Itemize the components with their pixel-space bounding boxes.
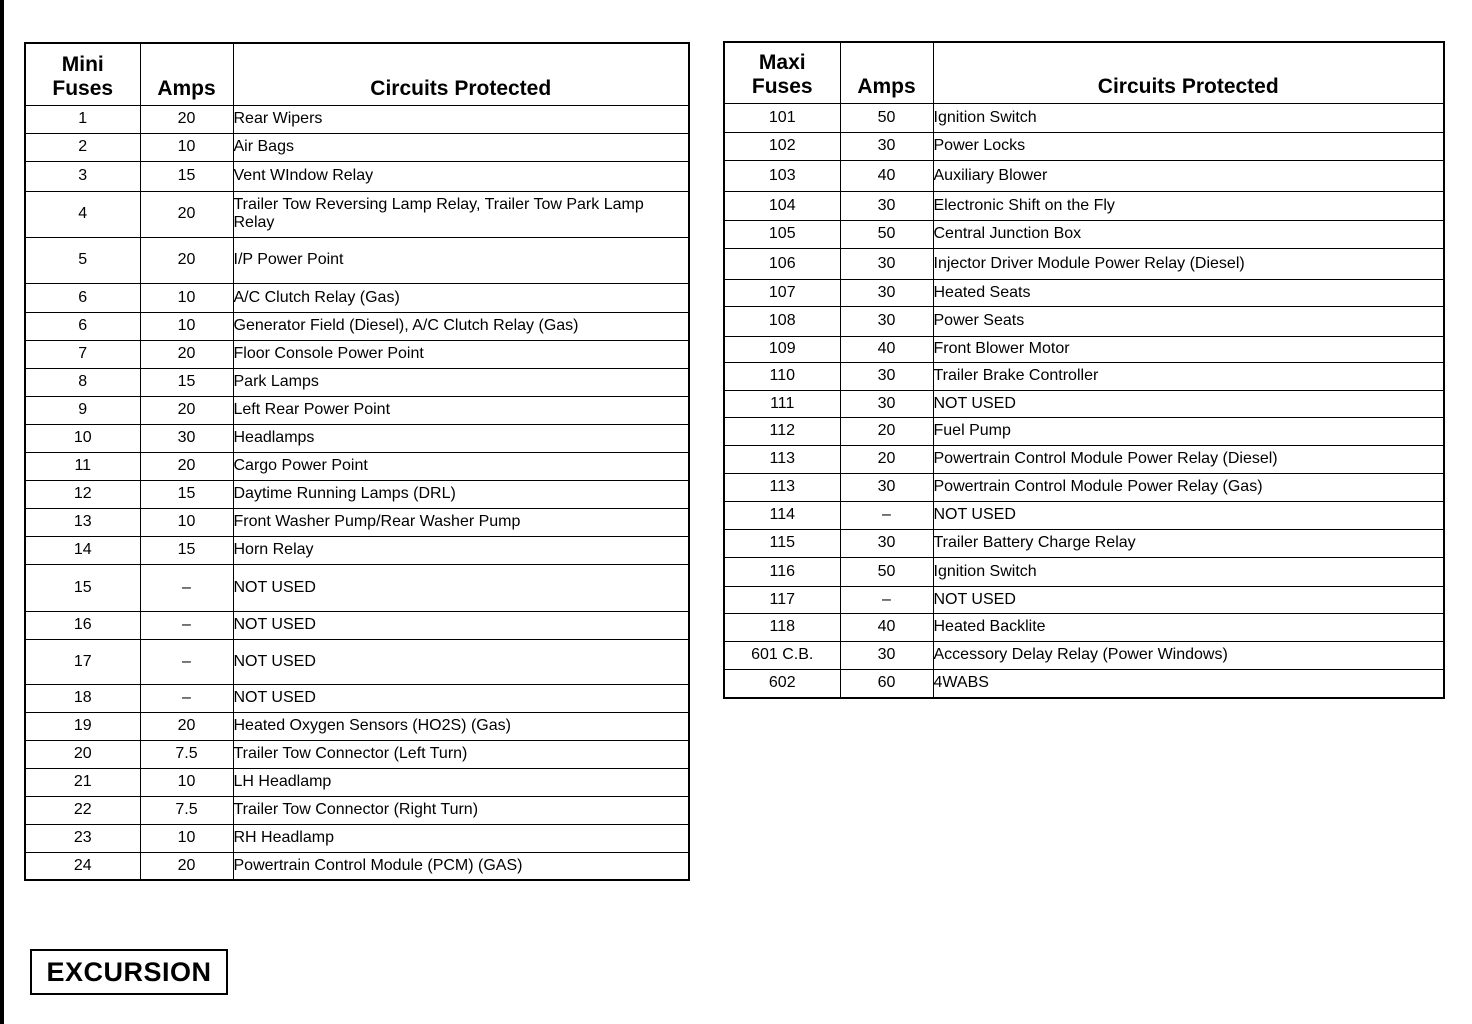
col-header-circuits: Circuits Protected: [933, 42, 1444, 103]
table-row: [25, 424, 689, 452]
circuit-cell: Powertrain Control Module Power Relay (Gas): [933, 473, 1444, 501]
table-row: [25, 480, 689, 508]
fuse-number-cell: 19: [25, 712, 140, 740]
fuse-number-cell: 118: [724, 613, 840, 641]
amps-cell: –: [140, 611, 233, 639]
fuse-number-cell: 111: [724, 390, 840, 417]
amps-cell: 10: [140, 283, 233, 312]
table-row: [25, 368, 689, 396]
table-row: [724, 529, 1444, 557]
amps-cell: 20: [840, 417, 933, 445]
amps-cell: 30: [840, 191, 933, 220]
header-line: Maxi: [758, 50, 806, 74]
circuit-cell: NOT USED: [933, 390, 1444, 417]
amps-cell: 30: [840, 279, 933, 306]
amps-cell: 30: [840, 132, 933, 160]
amps-cell: 50: [840, 220, 933, 248]
amps-cell: 40: [840, 613, 933, 641]
table-row: [25, 768, 689, 796]
amps-cell: –: [140, 684, 233, 712]
circuit-cell: RH Headlamp: [233, 824, 689, 852]
amps-cell: 30: [840, 362, 933, 390]
table-row: [724, 445, 1444, 473]
circuit-cell: LH Headlamp: [233, 768, 689, 796]
fuse-number-cell: 3: [25, 161, 140, 191]
table-row: [25, 684, 689, 712]
header-line: Fuses: [751, 74, 813, 98]
table-row: [724, 557, 1444, 586]
circuit-cell: Powertrain Control Module Power Relay (Diesel): [933, 445, 1444, 473]
circuit-cell: Rear Wipers: [233, 105, 689, 133]
amps-cell: 30: [840, 306, 933, 336]
table-row: [724, 417, 1444, 445]
circuit-cell: Horn Relay: [233, 536, 689, 564]
header-line: Mini: [61, 52, 104, 76]
circuit-cell: Generator Field (Diesel), A/C Clutch Relay (Gas): [233, 312, 689, 340]
table-row: [25, 340, 689, 368]
circuit-cell: Park Lamps: [233, 368, 689, 396]
fuse-number-cell: 5: [25, 237, 140, 283]
fuse-number-cell: 23: [25, 824, 140, 852]
amps-cell: 15: [140, 161, 233, 191]
table-row: [724, 669, 1444, 698]
amps-cell: 30: [840, 390, 933, 417]
table-row: [25, 536, 689, 564]
circuit-cell: Front Blower Motor: [933, 336, 1444, 362]
circuit-cell: Accessory Delay Relay (Power Windows): [933, 641, 1444, 669]
circuit-cell: Central Junction Box: [933, 220, 1444, 248]
fuse-number-cell: 21: [25, 768, 140, 796]
fuse-number-cell: 104: [724, 191, 840, 220]
circuit-cell: Trailer Tow Connector (Right Turn): [233, 796, 689, 824]
table-row: [25, 452, 689, 480]
circuit-cell: NOT USED: [233, 639, 689, 684]
circuit-cell: Daytime Running Lamps (DRL): [233, 480, 689, 508]
fuse-number-cell: 15: [25, 564, 140, 611]
amps-cell: 15: [140, 480, 233, 508]
amps-cell: 30: [140, 424, 233, 452]
amps-cell: 20: [140, 105, 233, 133]
col-header-mini-fuses: [25, 43, 140, 105]
circuit-cell: Air Bags: [233, 133, 689, 161]
amps-cell: 60: [840, 669, 933, 698]
fuse-number-cell: 10: [25, 424, 140, 452]
fuse-number-cell: 101: [724, 103, 840, 132]
circuit-cell: NOT USED: [233, 611, 689, 639]
amps-cell: 20: [140, 191, 233, 237]
amps-cell: 20: [140, 340, 233, 368]
amps-cell: 10: [140, 768, 233, 796]
amps-cell: 40: [840, 160, 933, 191]
table-row: [25, 852, 689, 880]
table-row: [25, 824, 689, 852]
fuse-number-cell: 22: [25, 796, 140, 824]
page-edge-bar: [0, 0, 4, 1024]
circuit-cell: Powertrain Control Module (PCM) (GAS): [233, 852, 689, 880]
circuit-cell: Heated Oxygen Sensors (HO2S) (Gas): [233, 712, 689, 740]
amps-cell: 20: [140, 852, 233, 880]
amps-cell: 10: [140, 133, 233, 161]
circuit-cell: Auxiliary Blower: [933, 160, 1444, 191]
circuit-cell: NOT USED: [933, 501, 1444, 529]
amps-cell: 30: [840, 248, 933, 279]
table-row: [25, 133, 689, 161]
table-row: [724, 191, 1444, 220]
circuit-cell: Front Washer Pump/Rear Washer Pump: [233, 508, 689, 536]
fuse-number-cell: 7: [25, 340, 140, 368]
circuit-cell: Ignition Switch: [933, 103, 1444, 132]
amps-cell: 50: [840, 557, 933, 586]
fuse-number-cell: 13: [25, 508, 140, 536]
amps-cell: 30: [840, 473, 933, 501]
amps-cell: 10: [140, 824, 233, 852]
header-row: [724, 42, 1444, 103]
table-row: [724, 501, 1444, 529]
amps-cell: 20: [140, 396, 233, 424]
circuit-cell: Heated Seats: [933, 279, 1444, 306]
fuse-number-cell: 602: [724, 669, 840, 698]
fuse-number-cell: 9: [25, 396, 140, 424]
amps-cell: –: [140, 564, 233, 611]
table-row: [25, 396, 689, 424]
table-row: [25, 283, 689, 312]
circuit-cell: Headlamps: [233, 424, 689, 452]
fuse-number-cell: 16: [25, 611, 140, 639]
amps-cell: –: [840, 586, 933, 613]
table-row: [25, 161, 689, 191]
table-row: [724, 160, 1444, 191]
maxi-fuses-table: [723, 41, 1445, 699]
amps-cell: 15: [140, 536, 233, 564]
col-header-circuits: Circuits Protected: [233, 43, 689, 105]
fuse-number-cell: 102: [724, 132, 840, 160]
amps-cell: 10: [140, 312, 233, 340]
circuit-cell: Ignition Switch: [933, 557, 1444, 586]
amps-cell: 50: [840, 103, 933, 132]
circuit-cell: Vent WIndow Relay: [233, 161, 689, 191]
circuit-cell: A/C Clutch Relay (Gas): [233, 283, 689, 312]
circuit-cell: Injector Driver Module Power Relay (Diesel): [933, 248, 1444, 279]
amps-cell: 30: [840, 529, 933, 557]
circuit-cell: Power Locks: [933, 132, 1444, 160]
table-row: [724, 473, 1444, 501]
amps-cell: 7.5: [140, 740, 233, 768]
amps-cell: –: [840, 501, 933, 529]
fuse-number-cell: 6: [25, 312, 140, 340]
fuse-number-cell: 20: [25, 740, 140, 768]
fuse-number-cell: 8: [25, 368, 140, 396]
fuse-number-cell: 11: [25, 452, 140, 480]
fuse-number-cell: 2: [25, 133, 140, 161]
table-row: [25, 611, 689, 639]
amps-cell: 20: [140, 237, 233, 283]
fuse-number-cell: 103: [724, 160, 840, 191]
circuit-cell: Trailer Tow Connector (Left Turn): [233, 740, 689, 768]
col-header-amps: Amps: [140, 43, 233, 105]
circuit-cell: Trailer Brake Controller: [933, 362, 1444, 390]
amps-cell: 15: [140, 368, 233, 396]
table-row: [724, 248, 1444, 279]
table-row: [724, 613, 1444, 641]
fuse-number-cell: 18: [25, 684, 140, 712]
fuse-number-cell: 109: [724, 336, 840, 362]
fuse-number-cell: 107: [724, 279, 840, 306]
table-row: [724, 220, 1444, 248]
table-row: [25, 740, 689, 768]
amps-cell: 40: [840, 336, 933, 362]
fuse-number-cell: 108: [724, 306, 840, 336]
table-row: [724, 586, 1444, 613]
fuse-number-cell: 114: [724, 501, 840, 529]
circuit-cell: NOT USED: [233, 564, 689, 611]
fuse-number-cell: 113: [724, 473, 840, 501]
table-row: [724, 306, 1444, 336]
fuse-number-cell: 14: [25, 536, 140, 564]
vehicle-model-label: EXCURSION: [30, 949, 228, 995]
circuit-cell: Heated Backlite: [933, 613, 1444, 641]
amps-cell: 20: [840, 445, 933, 473]
table-row: [724, 641, 1444, 669]
circuit-cell: Left Rear Power Point: [233, 396, 689, 424]
amps-cell: –: [140, 639, 233, 684]
table-row: [25, 712, 689, 740]
fuse-number-cell: 115: [724, 529, 840, 557]
circuit-cell: Floor Console Power Point: [233, 340, 689, 368]
table-row: [25, 312, 689, 340]
table-row: [724, 336, 1444, 362]
fuse-number-cell: 4: [25, 191, 140, 237]
fuse-number-cell: 116: [724, 557, 840, 586]
circuit-cell: Electronic Shift on the Fly: [933, 191, 1444, 220]
fuse-number-cell: 105: [724, 220, 840, 248]
circuit-cell: Power Seats: [933, 306, 1444, 336]
table-row: [724, 390, 1444, 417]
circuit-cell: 4WABS: [933, 669, 1444, 698]
circuit-cell: I/P Power Point: [233, 237, 689, 283]
table-row: [25, 237, 689, 283]
amps-cell: 30: [840, 641, 933, 669]
fuse-number-cell: 117: [724, 586, 840, 613]
fuse-number-cell: 110: [724, 362, 840, 390]
amps-cell: 20: [140, 452, 233, 480]
fuse-number-cell: 113: [724, 445, 840, 473]
fuse-number-cell: 6: [25, 283, 140, 312]
circuit-cell: NOT USED: [933, 586, 1444, 613]
fuse-number-cell: 1: [25, 105, 140, 133]
table-row: [25, 796, 689, 824]
fuse-number-cell: 24: [25, 852, 140, 880]
table-row: [724, 132, 1444, 160]
fuse-number-cell: 601 C.B.: [724, 641, 840, 669]
circuit-cell: Trailer Battery Charge Relay: [933, 529, 1444, 557]
fuse-number-cell: 12: [25, 480, 140, 508]
col-header-amps: Amps: [840, 42, 933, 103]
amps-cell: 10: [140, 508, 233, 536]
circuit-cell: Cargo Power Point: [233, 452, 689, 480]
col-header-maxi-fuses: [724, 42, 840, 103]
amps-cell: 7.5: [140, 796, 233, 824]
mini-fuses-table: [24, 42, 690, 881]
fuse-number-cell: 106: [724, 248, 840, 279]
table-row: [25, 564, 689, 611]
table-row: [25, 191, 689, 237]
fuse-number-cell: 17: [25, 639, 140, 684]
table-row: [724, 103, 1444, 132]
header-row: [25, 43, 689, 105]
table-row: [724, 279, 1444, 306]
circuit-cell: NOT USED: [233, 684, 689, 712]
table-row: [25, 508, 689, 536]
fuse-number-cell: 112: [724, 417, 840, 445]
amps-cell: 20: [140, 712, 233, 740]
table-row: [25, 105, 689, 133]
header-line: Fuses: [52, 76, 114, 100]
circuit-cell: Trailer Tow Reversing Lamp Relay, Trailer Tow Park Lamp Relay: [233, 191, 689, 237]
table-row: [724, 362, 1444, 390]
circuit-cell: Fuel Pump: [933, 417, 1444, 445]
table-row: [25, 639, 689, 684]
